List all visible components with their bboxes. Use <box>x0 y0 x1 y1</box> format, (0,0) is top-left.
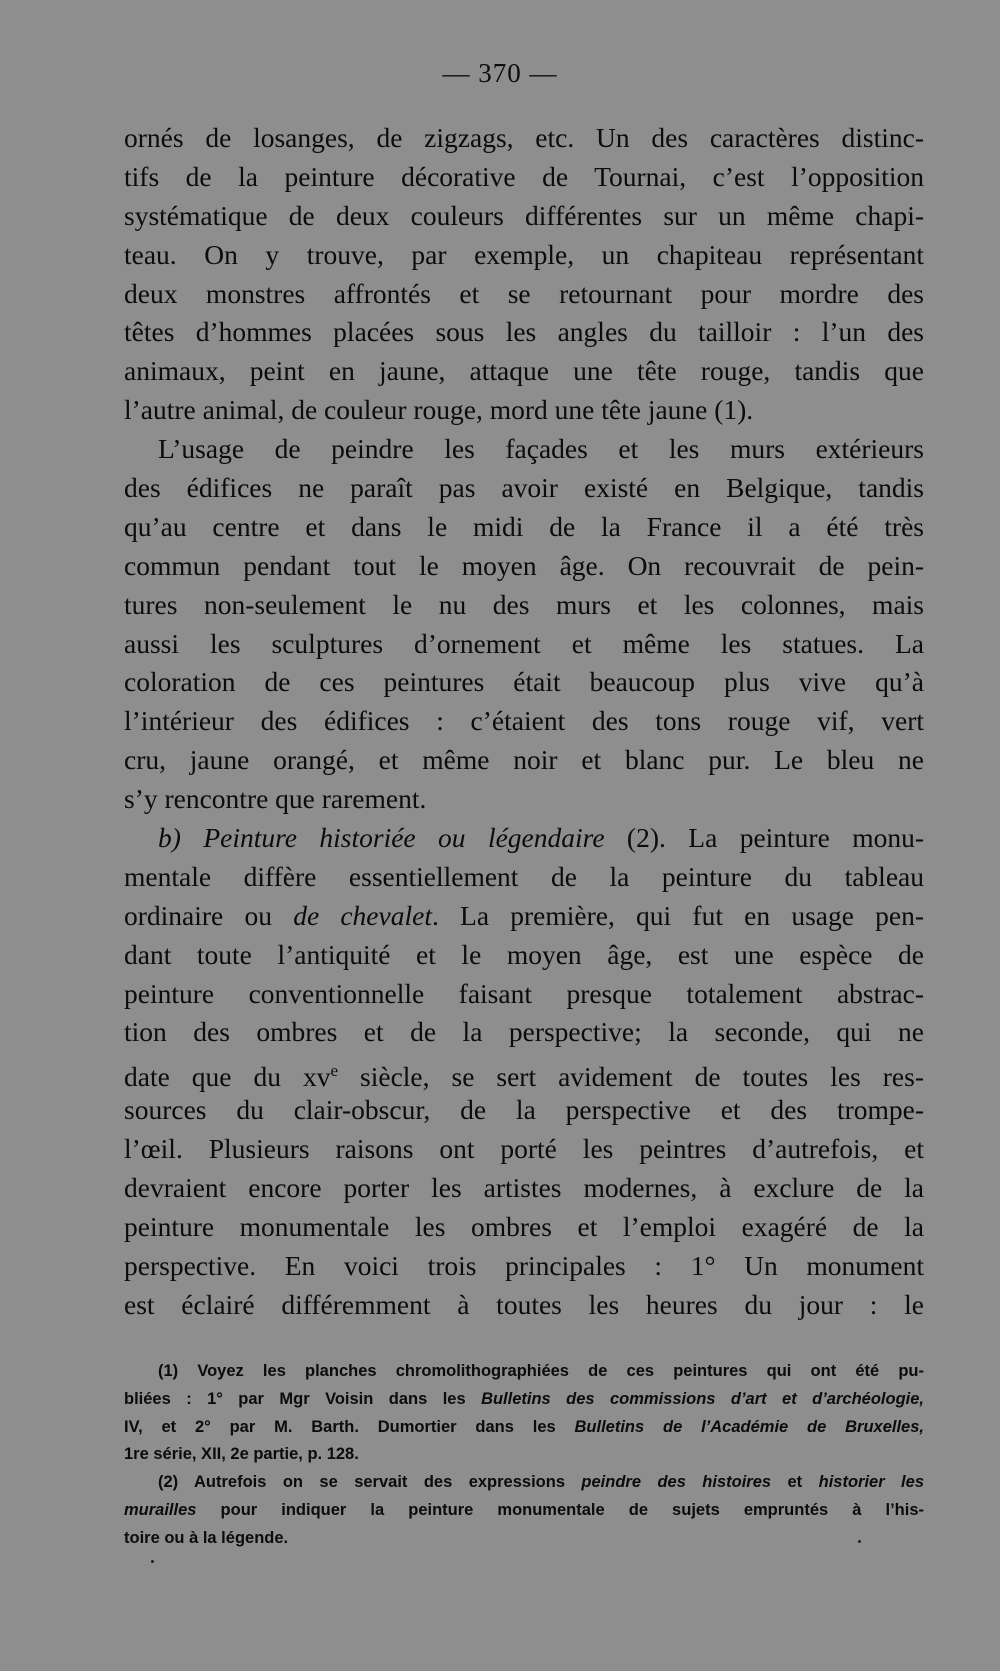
text-line: cru, jaune orangé, et même noir et blanc pur. Le bleu ne <box>124 744 924 776</box>
italic-phrase: historier les <box>818 1473 924 1492</box>
text-fragment: et <box>771 1473 819 1492</box>
text-line: mentale diffère essentiellement de la peinture du tableau <box>124 860 924 892</box>
text-line: animaux, peint en jaune, attaque une tête rouge, tandis que <box>124 355 924 387</box>
text-fragment: date que du xv <box>124 1061 331 1093</box>
text-fragment: siècle, se sert avidement de toutes les res- <box>338 1061 924 1093</box>
text-line: L’usage de peindre les façades et les murs extérieurs <box>158 433 924 465</box>
text-line: ornés de losanges, de zigzags, etc. Un des caractères distinc- <box>124 122 924 153</box>
text-line: tifs de la peinture décorative de Tournai, c’est l’opposition <box>124 160 924 192</box>
text-line: l’autre animal, de couleur rouge, mord une tête jaune (1). <box>124 394 754 426</box>
section-heading: Peinture historiée ou légendaire <box>203 822 605 854</box>
text-fragment: bliées : 1° par Mgr Voisin dans les <box>124 1389 482 1408</box>
italic-term: de chevalet <box>293 899 432 931</box>
footnote-line <box>124 1414 924 1442</box>
text-line: l’intérieur des édifices : c’étaient des tons rouge vif, vert <box>124 705 924 737</box>
text-line: des édifices ne paraît pas avoir existé en Belgique, tandis <box>124 472 924 504</box>
text-line: est éclairé différemment à toutes les heures du jour : le <box>124 1288 924 1320</box>
text-fragment: . La première, qui fut en usage pen- <box>431 899 925 931</box>
text-line: tion des ombres et de la perspective; la seconde, qui ne <box>124 1016 924 1048</box>
italic-title: Bulletins de l’Académie de Bruxelles, <box>574 1417 924 1436</box>
footnote-line: 1re série, XII, 2e partie, p. 128. <box>124 1445 359 1464</box>
superscript: e <box>330 1061 339 1081</box>
italic-phrase: peindre des histoires <box>581 1473 772 1492</box>
section-marker: b) <box>158 822 181 854</box>
text-line: têtes d’hommes placées sous les angles du tailloir : l’un des <box>124 316 924 348</box>
text-line: perspective. En voici trois principales : 1° Un monument <box>124 1249 924 1281</box>
text-line: s’y rencontre que rarement. <box>124 783 427 815</box>
text-line: aussi les sculptures d’ornement et même les statues. La <box>124 627 924 659</box>
text-line: dant toute l’antiquité et le moyen âge, est une espèce de <box>124 938 924 970</box>
page-number: — 370 — <box>442 58 558 88</box>
section-heading-line <box>124 819 924 858</box>
footnotes <box>124 1358 924 1553</box>
text-line <box>124 1052 924 1091</box>
text-line: commun pendant tout le moyen âge. On recouvrait de pein- <box>124 549 924 581</box>
footnote-line: (1) Voyez les planches chromolithographiées de ces peintures qui ont été pu- <box>158 1362 924 1380</box>
footnote-line: toire ou à la légende. <box>124 1528 289 1547</box>
ink-speck <box>151 1560 154 1563</box>
footnote-line <box>124 1497 924 1525</box>
text-line <box>124 897 924 936</box>
text-line: sources du clair-obscur, de la perspective et des trompe- <box>124 1094 924 1126</box>
ink-speck <box>858 1540 861 1543</box>
text-line: coloration de ces peintures était beaucoup plus vive qu’à <box>124 666 924 698</box>
text-line: devraient encore porter les artistes modernes, à exclure de la <box>124 1172 924 1204</box>
text-fragment: IV, et 2° par M. Barth. Dumortier dans les <box>124 1417 575 1436</box>
text-line: deux monstres affrontés et se retournant pour mordre des <box>124 277 924 309</box>
section-heading-continuation: (2). La peinture monu- <box>604 822 924 854</box>
italic-title: Bulletins des commissions d’art et d’archéologie, <box>481 1389 925 1408</box>
text-line: qu’au centre et dans le midi de la France il a été très <box>124 510 924 542</box>
text-fragment: pour indiquer la peinture monumentale de sujets empruntés à l’his- <box>196 1500 924 1519</box>
text-line: peinture conventionnelle faisant presque totalement abstrac- <box>124 977 924 1009</box>
text-line: peinture monumentale les ombres et l’emploi exagéré de la <box>124 1210 924 1242</box>
text-line: tures non-seulement le nu des murs et les colonnes, mais <box>124 588 924 620</box>
footnote-line <box>124 1469 924 1497</box>
text-line: systématique de deux couleurs différentes sur un même chapi- <box>124 199 924 231</box>
text-fragment: ordinaire ou <box>124 899 294 931</box>
text-fragment: (2) Autrefois on se servait des expressions <box>158 1473 582 1492</box>
text-line: l’œil. Plusieurs raisons ont porté les peintres d’autrefois, et <box>124 1133 924 1165</box>
text-line: teau. On y trouve, par exemple, un chapiteau représentant <box>124 238 924 270</box>
footnote-line <box>124 1386 924 1414</box>
italic-phrase: murailles <box>124 1500 197 1519</box>
body-text <box>124 119 924 1325</box>
